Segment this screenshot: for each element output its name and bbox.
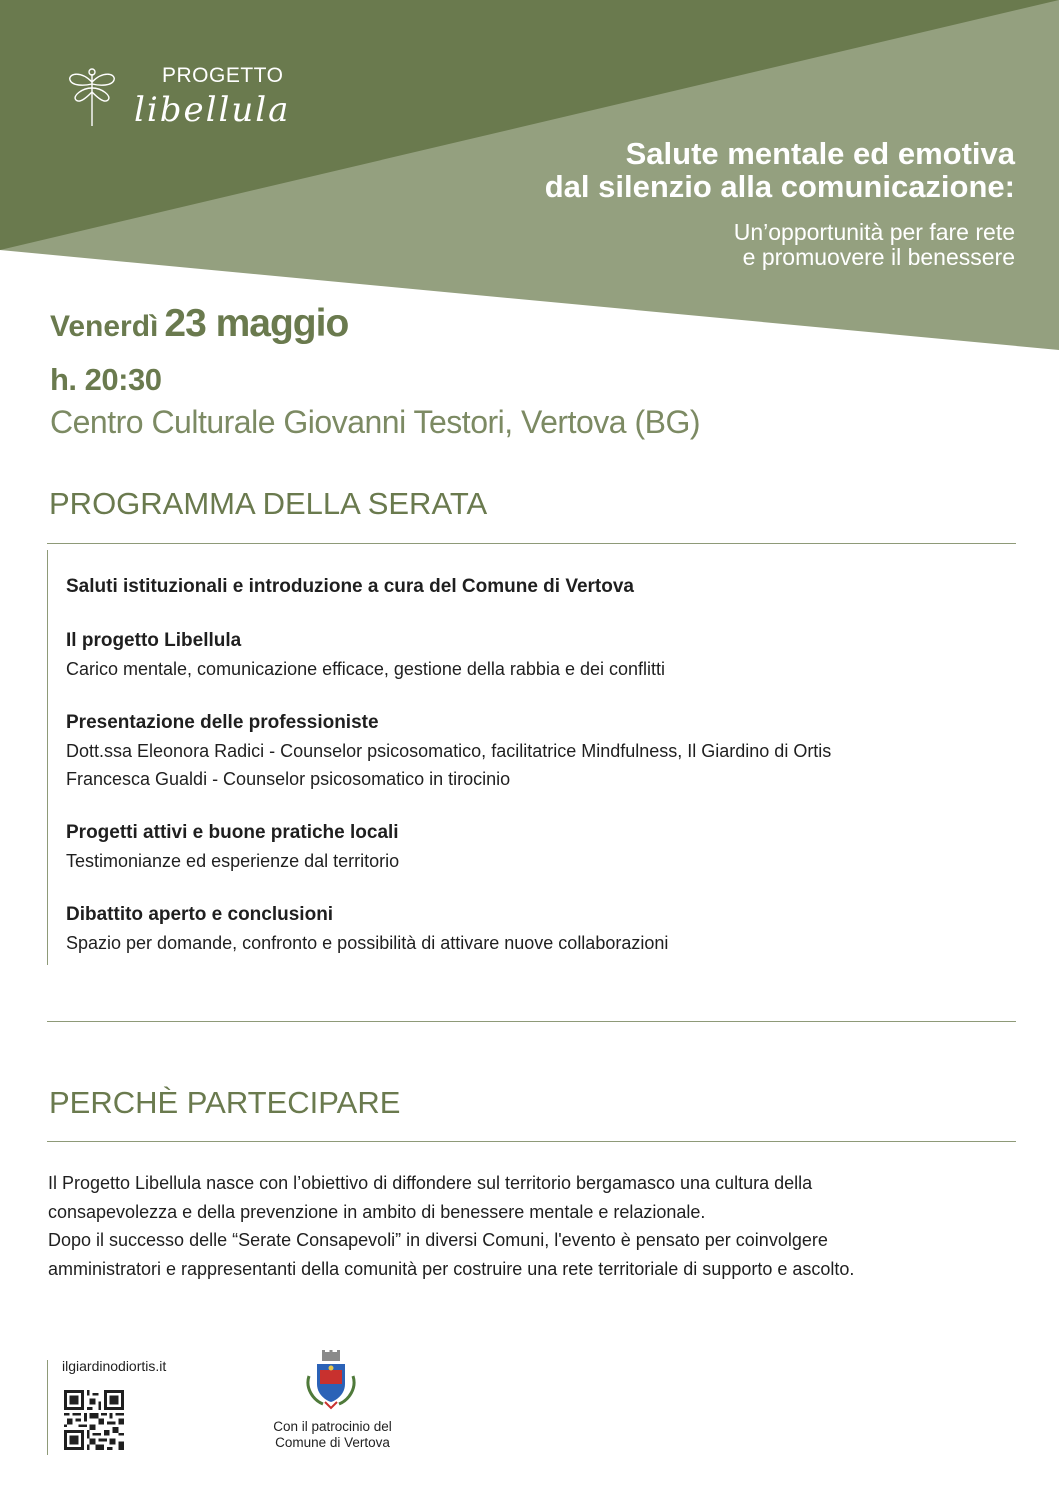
program-item bbox=[66, 626, 1016, 683]
program-item-detail: Francesca Gualdi - Counselor psicosomatico in tirocinio bbox=[66, 769, 511, 789]
why-paragraph bbox=[48, 1169, 1023, 1283]
progetto-libellula-logo bbox=[66, 62, 326, 142]
hero-subtitle bbox=[455, 220, 1015, 270]
program-top-rule bbox=[47, 543, 1016, 544]
program-side-rule bbox=[47, 550, 48, 965]
hero-subtitle-line-2: e promuovere il benessere bbox=[742, 244, 1015, 270]
event-date-value: 23 maggio bbox=[164, 302, 349, 345]
program-item-heading: Dibattito aperto e conclusioni bbox=[66, 904, 334, 925]
footer-side-rule bbox=[47, 1360, 48, 1455]
municipal-crest-icon bbox=[303, 1350, 359, 1410]
program-item-heading: Il progetto Libellula bbox=[66, 630, 242, 651]
why-title: PERCHÈ PARTECIPARE bbox=[49, 1085, 401, 1120]
logo-wordmark-script: libellula bbox=[134, 90, 291, 130]
patronage-line-2: Comune di Vertova bbox=[275, 1435, 390, 1450]
dragonfly-icon bbox=[66, 66, 118, 130]
event-time: h. 20:30 bbox=[50, 362, 162, 397]
event-venue: Centro Culturale Giovanni Testori, Vertova (BG) bbox=[50, 404, 700, 440]
program-item-heading: Presentazione delle professioniste bbox=[66, 712, 379, 733]
program-item-detail: Dott.ssa Eleonora Radici - Counselor psicosomatico, facilitatrice Mindfulness, Il Giardino di Ortis bbox=[66, 741, 832, 761]
program-item-heading: Saluti istituzionali e introduzione a cura del Comune di Vertova bbox=[66, 576, 634, 597]
program-item-heading: Progetti attivi e buone pratiche locali bbox=[66, 822, 399, 843]
patronage-line-1: Con il patrocinio del bbox=[273, 1419, 392, 1434]
why-paragraph-line: consapevolezza e della prevenzione in ambito di benessere mentale e relazionale. bbox=[48, 1201, 706, 1222]
why-rule bbox=[47, 1141, 1016, 1142]
program-item-detail: Spazio per domande, confronto e possibilità di attivare nuove collaborazioni bbox=[66, 933, 669, 953]
program-list bbox=[66, 572, 1016, 982]
program-bottom-rule bbox=[47, 1021, 1016, 1022]
hero-title-line-2: dal silenzio alla comunicazione: bbox=[544, 169, 1015, 204]
program-item bbox=[66, 900, 1016, 957]
program-item bbox=[66, 572, 1016, 601]
logo-wordmark-top: PROGETTO bbox=[162, 64, 284, 87]
program-item-detail: Testimonianze ed esperienze dal territorio bbox=[66, 851, 400, 871]
why-paragraph-line: Dopo il successo delle “Serate Consapevoli” in diversi Comuni, l'evento è pensato per coinvolgere bbox=[48, 1230, 828, 1250]
qr-code-icon[interactable] bbox=[64, 1390, 124, 1450]
patronage-note bbox=[250, 1419, 415, 1451]
program-title: PROGRAMMA DELLA SERATA bbox=[49, 486, 488, 521]
event-date bbox=[50, 302, 348, 346]
program-item bbox=[66, 708, 1016, 793]
program-item-detail: Carico mentale, comunicazione efficace, gestione della rabbia e dei conflitti bbox=[66, 659, 666, 679]
why-paragraph-line: Il Progetto Libellula nasce con l’obiettivo di diffondere sul territorio bergamasco una cultura della bbox=[48, 1173, 813, 1193]
why-paragraph-line: amministratori e rappresentanti della comunità per costruire una rete territoriale di supporto e ascolto. bbox=[48, 1258, 855, 1279]
program-item bbox=[66, 818, 1016, 875]
website-link[interactable]: ilgiardinodiortis.it bbox=[62, 1358, 167, 1374]
hero-title-line-1: Salute mentale ed emotiva bbox=[625, 136, 1015, 171]
event-day: Venerdì bbox=[50, 310, 159, 343]
hero-subtitle-line-1: Un’opportunità per fare rete bbox=[733, 219, 1015, 245]
hero-title bbox=[395, 137, 1015, 203]
